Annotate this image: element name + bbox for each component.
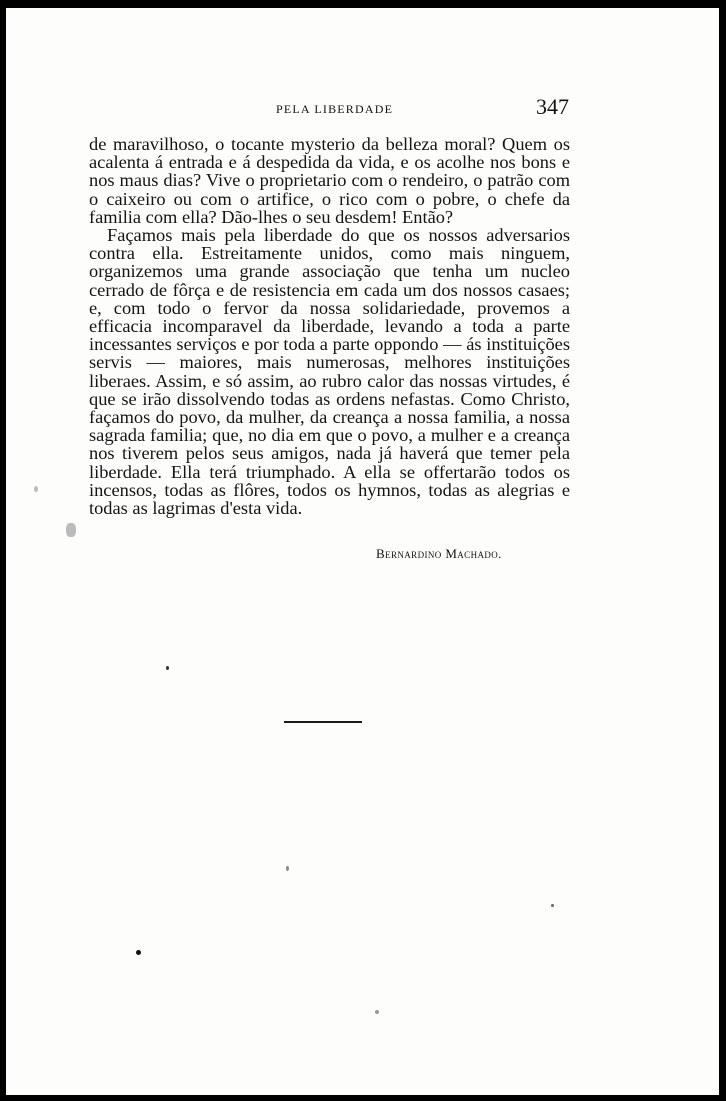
paper-speck bbox=[551, 904, 554, 907]
paper-speck bbox=[34, 486, 38, 492]
paragraph: Façamos mais pela liberdade do que os nossos adversarios contra ella. Estreitamente unidos, como mais ninguem, organizemos uma grande associação que tenha um nucleo cerrado de fôrça e de resistencia em cada um dos nossos casaes; e, com todo o fervor da nossa solidariedade, provemos a efficacia incomparavel da liberdade, levando a toda a parte incessantes serviços e por toda a parte oppondo — ás instituições servis — maiores, mais numerosas, melhores instituições liberaes. Assim, e só assim, ao rubro calor das nossas virtudes, é que se irão dissolvendo todas as ordens nefastas. Como Christo, façamos do povo, da mulher, da creança a nossa familia, a nossa sagrada familia; que, no dia em que o povo, a mulher e a creança nos tiverem pelos seus amigos, nada já haverá que temer pela liberdade. Ella terá triumphado. A ella se offertarão todos os incensos, todas as flôres, todos os hymnos, todas as alegrias e todas as lagrimas d'esta vida. bbox=[89, 225, 570, 519]
body-text bbox=[89, 135, 570, 517]
paper-speck bbox=[166, 666, 169, 670]
running-title: PELA LIBERDADE bbox=[276, 102, 394, 116]
page-number: 347 bbox=[536, 94, 569, 119]
paper-speck bbox=[375, 1010, 379, 1014]
paragraph: de maravilhoso, o tocante mysterio da belleza moral? Quem os acalenta á entrada e á despedida da vida, e os acolhe nos bons e nos maus dias? Vive o proprietario com o rendeiro, o patrão com o caixeiro ou com o artifice, o rico com o pobre, o chefe da familia com ella? Dão-lhes o seu desdem! Então? bbox=[89, 134, 570, 227]
section-end-rule bbox=[284, 721, 362, 723]
paper-speck bbox=[66, 523, 76, 537]
book-page bbox=[6, 8, 719, 1095]
page-header bbox=[6, 92, 719, 122]
paper-speck bbox=[136, 950, 141, 955]
author-signature: Bernardino Machado. bbox=[376, 546, 502, 561]
paper-speck bbox=[286, 866, 289, 871]
